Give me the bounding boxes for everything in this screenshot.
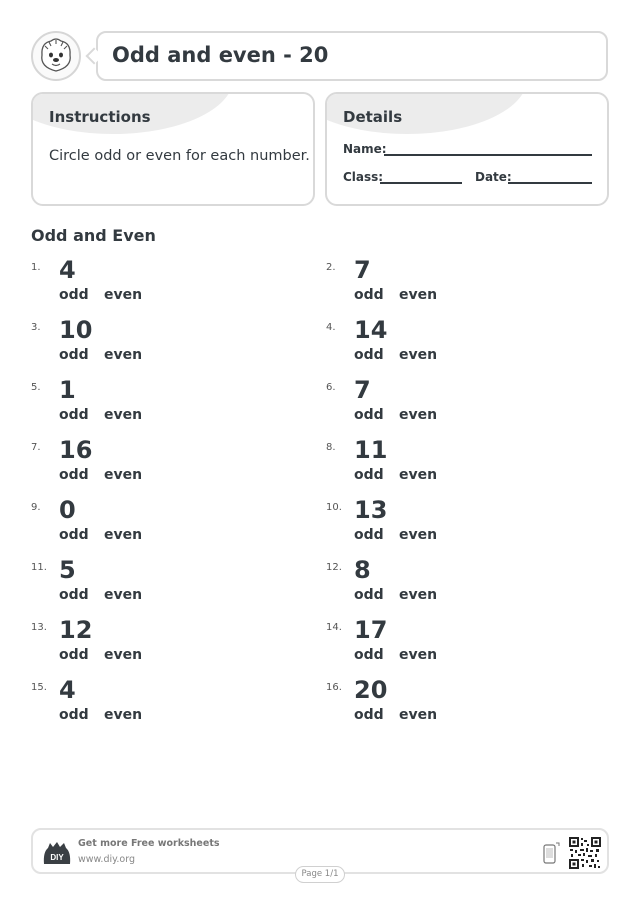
question-number: 3. xyxy=(31,322,41,333)
odd-option[interactable]: odd xyxy=(354,407,384,423)
question-value: 4 xyxy=(59,676,76,704)
odd-option[interactable]: odd xyxy=(59,347,89,363)
question-value: 0 xyxy=(59,496,76,524)
question-number: 7. xyxy=(31,442,41,453)
name-label: Name: xyxy=(343,142,387,156)
question-number: 16. xyxy=(326,682,342,693)
odd-option[interactable]: odd xyxy=(59,707,89,723)
question-item xyxy=(31,496,291,552)
question-item xyxy=(31,676,291,732)
question-value: 7 xyxy=(354,376,371,404)
odd-option[interactable]: odd xyxy=(354,527,384,543)
odd-option[interactable]: odd xyxy=(59,647,89,663)
class-field[interactable] xyxy=(380,182,462,184)
even-option[interactable]: even xyxy=(399,647,438,663)
question-item xyxy=(31,316,291,372)
class-label: Class: xyxy=(343,170,384,184)
even-option[interactable]: even xyxy=(104,287,143,303)
even-option[interactable]: even xyxy=(399,467,438,483)
question-value: 7 xyxy=(354,256,371,284)
diy-logo-icon[interactable] xyxy=(42,840,72,866)
details-card xyxy=(325,92,609,206)
question-item xyxy=(326,676,586,732)
question-value: 1 xyxy=(59,376,76,404)
odd-option[interactable]: odd xyxy=(59,527,89,543)
even-option[interactable]: even xyxy=(399,287,438,303)
question-number: 13. xyxy=(31,622,47,633)
even-option[interactable]: even xyxy=(399,527,438,543)
diy-logo-text: DIY xyxy=(50,853,64,862)
question-item xyxy=(326,496,586,552)
question-item xyxy=(326,616,586,672)
even-option[interactable]: even xyxy=(104,407,143,423)
question-item xyxy=(31,556,291,612)
odd-option[interactable]: odd xyxy=(354,647,384,663)
odd-option[interactable]: odd xyxy=(59,287,89,303)
question-value: 10 xyxy=(59,316,93,344)
page-title: Odd and even - 20 xyxy=(112,43,329,67)
even-option[interactable]: even xyxy=(399,347,438,363)
question-item xyxy=(326,256,586,312)
odd-option[interactable]: odd xyxy=(354,287,384,303)
even-option[interactable]: even xyxy=(104,707,143,723)
question-value: 13 xyxy=(354,496,388,524)
question-number: 9. xyxy=(31,502,41,513)
question-item xyxy=(31,436,291,492)
question-item xyxy=(31,376,291,432)
even-option[interactable]: even xyxy=(399,407,438,423)
question-number: 4. xyxy=(326,322,336,333)
mascot-avatar-icon xyxy=(31,31,81,81)
even-option[interactable]: even xyxy=(104,347,143,363)
question-number: 12. xyxy=(326,562,342,573)
question-item xyxy=(326,376,586,432)
question-number: 1. xyxy=(31,262,41,273)
odd-option[interactable]: odd xyxy=(354,347,384,363)
section-title: Odd and Even xyxy=(31,226,156,245)
odd-option[interactable]: odd xyxy=(59,587,89,603)
question-number: 10. xyxy=(326,502,342,513)
question-item xyxy=(326,436,586,492)
question-value: 14 xyxy=(354,316,388,344)
question-number: 5. xyxy=(31,382,41,393)
title-box xyxy=(96,31,608,81)
question-value: 12 xyxy=(59,616,93,644)
name-field[interactable] xyxy=(384,154,592,156)
question-value: 20 xyxy=(354,676,388,704)
even-option[interactable]: even xyxy=(399,587,438,603)
question-number: 6. xyxy=(326,382,336,393)
question-number: 11. xyxy=(31,562,47,573)
question-item xyxy=(326,316,586,372)
instructions-card xyxy=(31,92,315,206)
even-option[interactable]: even xyxy=(104,467,143,483)
even-option[interactable]: even xyxy=(104,527,143,543)
odd-option[interactable]: odd xyxy=(354,587,384,603)
footer-url[interactable]: www.diy.org xyxy=(78,854,135,865)
question-number: 2. xyxy=(326,262,336,273)
question-number: 14. xyxy=(326,622,342,633)
instructions-text: Circle odd or even for each number. xyxy=(49,148,310,164)
instructions-heading: Instructions xyxy=(49,108,151,126)
odd-option[interactable]: odd xyxy=(59,467,89,483)
qr-code-icon[interactable] xyxy=(569,837,601,869)
phone-icon xyxy=(542,841,560,865)
question-item xyxy=(31,256,291,312)
question-item xyxy=(326,556,586,612)
odd-option[interactable]: odd xyxy=(354,467,384,483)
date-field[interactable] xyxy=(508,182,592,184)
page-indicator: Page 1/1 xyxy=(295,866,345,883)
question-value: 8 xyxy=(354,556,371,584)
even-option[interactable]: even xyxy=(399,707,438,723)
question-value: 5 xyxy=(59,556,76,584)
question-number: 15. xyxy=(31,682,47,693)
even-option[interactable]: even xyxy=(104,587,143,603)
question-item xyxy=(31,616,291,672)
odd-option[interactable]: odd xyxy=(354,707,384,723)
question-value: 4 xyxy=(59,256,76,284)
question-value: 16 xyxy=(59,436,93,464)
question-value: 11 xyxy=(354,436,388,464)
question-number: 8. xyxy=(326,442,336,453)
date-label: Date: xyxy=(475,170,512,184)
odd-option[interactable]: odd xyxy=(59,407,89,423)
even-option[interactable]: even xyxy=(104,647,143,663)
question-value: 17 xyxy=(354,616,388,644)
footer-promo-text: Get more Free worksheets xyxy=(78,838,220,849)
details-heading: Details xyxy=(343,108,403,126)
